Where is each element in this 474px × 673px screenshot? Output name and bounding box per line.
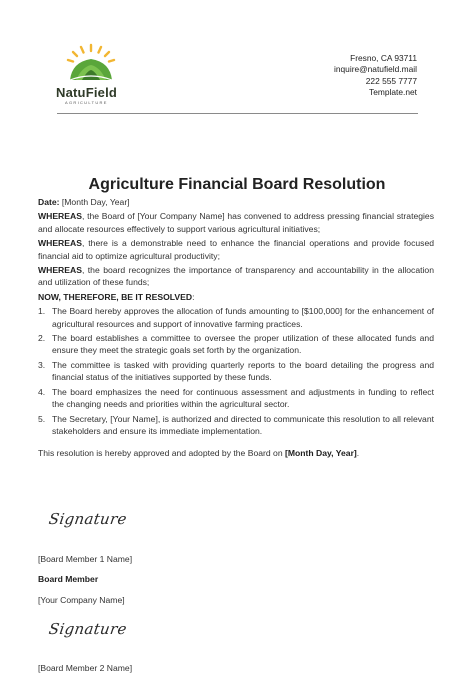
field-sun-icon [62,42,120,84]
header-divider [57,113,418,114]
resolution-list [38,305,434,437]
list-item [38,305,434,330]
closing-statement [38,447,434,459]
whereas-clause-3 [38,264,434,289]
resolved-heading [38,291,434,303]
whereas-clause-2 [38,237,434,262]
contact-email: inquire@natufield.mail [334,64,417,75]
resolved-colon: : [192,291,195,302]
document-title: Agriculture Financial Board Resolution [88,176,386,193]
board-member-1-title: Board Member [38,574,99,584]
whereas-label: WHEREAS [38,238,82,249]
signature-1: Signature [47,510,128,528]
contact-city: Fresno, CA 93711 [350,53,417,63]
list-item [38,332,434,357]
closing-period: . [356,448,360,459]
date-label: Date: [38,197,60,207]
item-text: The Secretary, [Your Name], is authorized and directed to communicate this resolution to all relevant stakeholders and ensure its immediate implementation. [52,413,434,436]
whereas-text: , the Board of [Your Company Name] has convened to address pressing financial strategies and allocate resources effectively to support various agricultural initiatives; [38,211,434,234]
list-item [38,359,434,384]
item-text: The committee is tasked with providing quarterly reports to the board detailing the progress and financial status of the initiatives supported by these funds. [52,359,434,383]
contact-website: Template.net [369,87,417,98]
item-number: 5. [38,413,46,424]
closing-date: [Month Day, Year] [285,448,357,459]
contact-phone: 222 555 7777 [365,75,417,86]
item-text: The board establishes a committee to oversee the proper utilization of these allocated funds and ensure they meet the strategic goals set forth by the organization. [52,333,434,356]
item-number: 3. [38,359,46,370]
logo-tagline: AGRICULTURE [65,100,108,105]
contact-block [334,53,417,99]
item-text: The Board hereby approves the allocation of funds amounting to [$100,000] for the enhancement of agricultural resources and support of innovative farming practices. [52,306,434,329]
whereas-label: WHEREAS [38,265,82,276]
document-body [38,196,434,460]
whereas-text: , the board recognizes the importance of transparency and accountability in the allocation and utilization of these funds; [38,265,434,288]
resolved-label: NOW, THEREFORE, BE IT RESOLVED [38,291,193,302]
list-item [38,386,434,411]
whereas-clause-1 [38,210,434,235]
closing-text: This resolution is hereby approved and adopted by the Board on [38,448,285,459]
item-number: 2. [38,333,46,344]
item-number: 4. [38,386,46,397]
date-value: [Month Day, Year] [61,197,130,207]
board-member-2-name: [Board Member 2 Name] [38,663,133,673]
board-member-1-company: [Your Company Name] [38,595,125,605]
item-number: 1. [38,306,46,317]
board-member-1-name: [Board Member 1 Name] [38,554,133,564]
company-logo [56,42,126,112]
signature-2: Signature [47,620,128,638]
whereas-text: , there is a demonstrable need to enhance the financial operations and provide focused financial aid to optimize agricultural productivity; [38,238,434,261]
whereas-label: WHEREAS [38,211,82,222]
item-text: The board emphasizes the need for continuous assessment and adjustments in funding to reflect the changing needs and priorities within the agricultural sector. [52,386,434,410]
date-line [38,196,434,208]
logo-name: NatuField [56,85,118,100]
list-item [38,413,434,438]
